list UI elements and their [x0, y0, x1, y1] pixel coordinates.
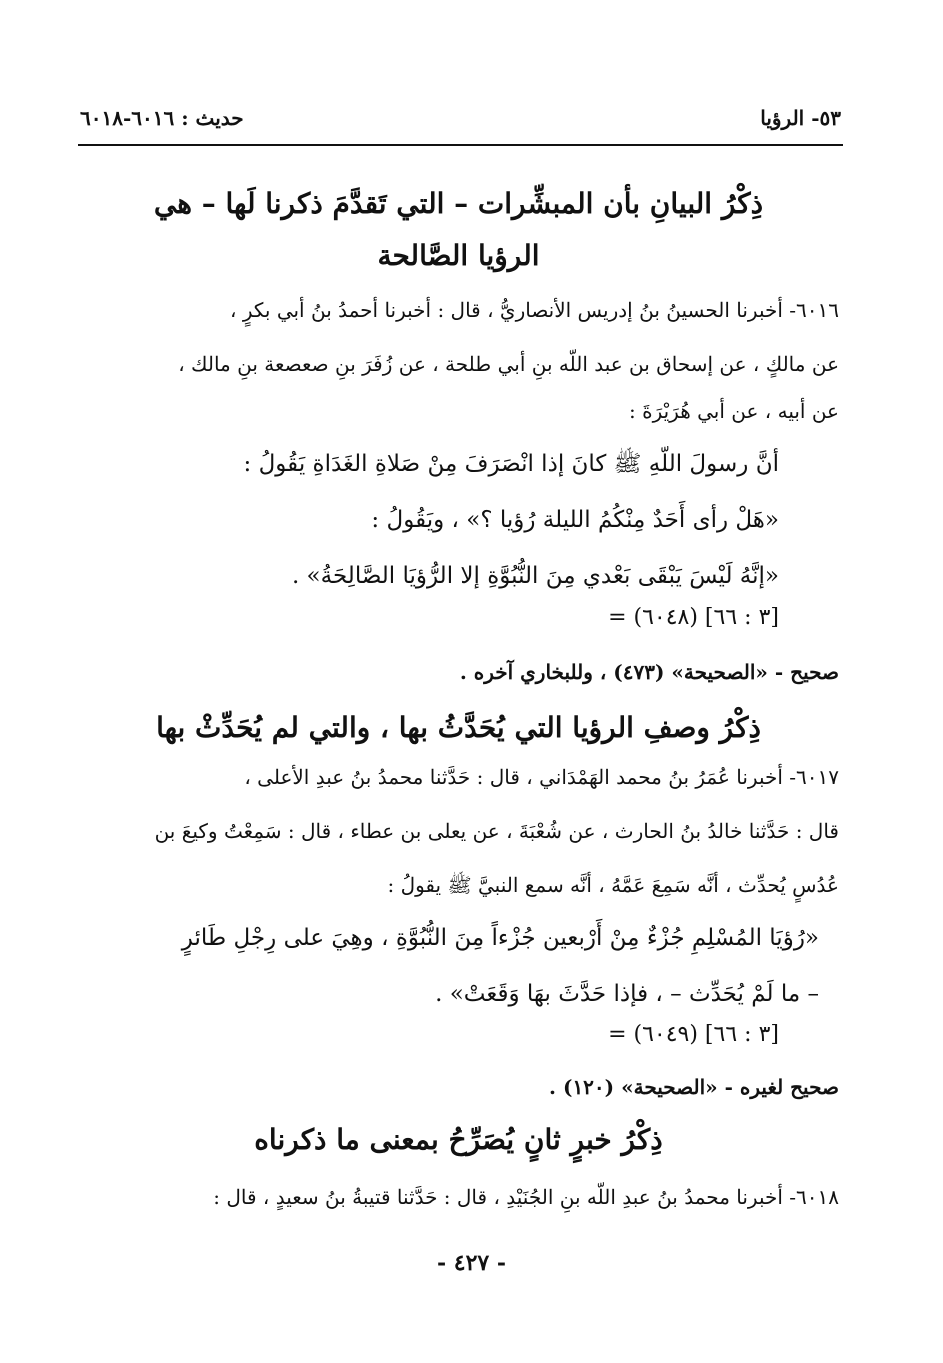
grading-6016: صحيح - «الصحيحة» (٤٧٣) ، وللبخاري آخره . [459, 660, 839, 684]
cross-reference-6016: = (٦٠٤٨) [٣ : ٦٦] [608, 605, 779, 630]
header-divider [78, 144, 843, 146]
section-heading-1 [78, 178, 839, 282]
text-line: عن مالكٍ ، عن إسحاق بن عبد اللّه بنِ أبي طلحة ، عن زُفَرَ بنِ صعصعة بنِ مالك ، [178, 352, 839, 376]
heading-line: ذِكْرُ خبرٍ ثانٍ يُصَرِّحُ بمعنى ما ذكرناه [254, 1123, 663, 1156]
text-line: عن أبيه ، عن أبي هُرَيْرَةَ : [629, 399, 839, 423]
hadith-6018-isnad [78, 1170, 839, 1224]
hadith-6017-isnad [78, 750, 839, 912]
hadith-6016-isnad [78, 283, 839, 431]
heading-line: ذِكْرُ البيانِ بأن المبشِّرات – التي تَقدَّمَ ذكرنا لَها – هي [153, 187, 764, 220]
text-line: عُدُسٍ يُحدِّث ، أنَّه سَمِعَ عَمَّهُ ، أنَّه سمع النبيَّ ﷺ يقولُ : [387, 873, 839, 897]
cross-reference-6017: = (٦٠٤٩) [٣ : ٦٦] [608, 1022, 779, 1047]
page-number: - ٤٢٧ - [436, 1250, 507, 1276]
grading-6017: صحيح لغيره - «الصحيحة» (١٢٠) . [549, 1075, 839, 1099]
heading-line: الرؤيا الصَّالحة [377, 239, 540, 272]
text-line: ٦٠١٨- أخبرنا محمدُ بنُ عبدِ اللّه بنِ الجُنَيْدِ ، قال : حَدَّثنا قتيبةُ بنُ سعيدٍ ، قال : [213, 1185, 839, 1209]
quote-line: «إنَّهُ لَيْسَ يَبْقَى بَعْدي مِنَ النُّبُوَّةِ إلا الرُّؤيَا الصَّالِحَةُ» . [291, 563, 779, 589]
quote-line: «رُؤيَا المُسْلِمِ جُزْءٌ مِنْ أَرْبعين جُزْءاً مِنَ النُّبُوَّةِ ، وهِيَ على رِجْلِ طَائرٍ [181, 925, 819, 951]
section-heading-2 [78, 702, 839, 754]
text-line: قال : حَدَّثنا خالدُ بنُ الحارث ، عن شُعْبَةَ ، عن يعلى بن عطاء ، قال : سَمِعْتُ وكيعَ بن [154, 819, 839, 843]
hadith-range: حديث : ٦٠١٦-٦٠١٨ [80, 106, 244, 130]
quote-line: «هَلْ رأى أَحَدٌ مِنْكُمُ الليلة رُؤيا ؟» ، ويَقُولُ : [371, 507, 779, 533]
chapter-title: ٥٣- الرؤيا [760, 106, 841, 130]
hadith-6016-matn [78, 436, 839, 604]
hadith-6017-matn [78, 910, 839, 1022]
quote-line: أنَّ رسولَ اللّهِ ﷺ كانَ إذا انْصَرَفَ مِنْ صَلاةِ الغَدَاةِ يَقُولُ : [243, 451, 779, 477]
running-header [80, 100, 841, 136]
text-line: ٦٠١٧- أخبرنا عُمَرُ بنُ محمد الهَمْدَاني ، قال : حَدَّثنا محمدُ بنُ عبدِ الأعلى ، [244, 765, 839, 789]
heading-line: ذِكْرُ وصفِ الرؤيا التي يُحَدَّثُ بها ، والتي لم يُحَدِّثْ بها [156, 711, 761, 744]
section-heading-3 [78, 1114, 839, 1166]
text-line: ٦٠١٦- أخبرنا الحسينُ بنُ إدريس الأنصاريُّ ، قال : أخبرنا أحمدُ بنُ أبي بكرٍ ، [230, 298, 839, 322]
quote-line: – ما لَمْ يُحَدِّث – ، فإذا حَدَّثَ بهَا وَقَعَتْ» . [435, 981, 819, 1007]
